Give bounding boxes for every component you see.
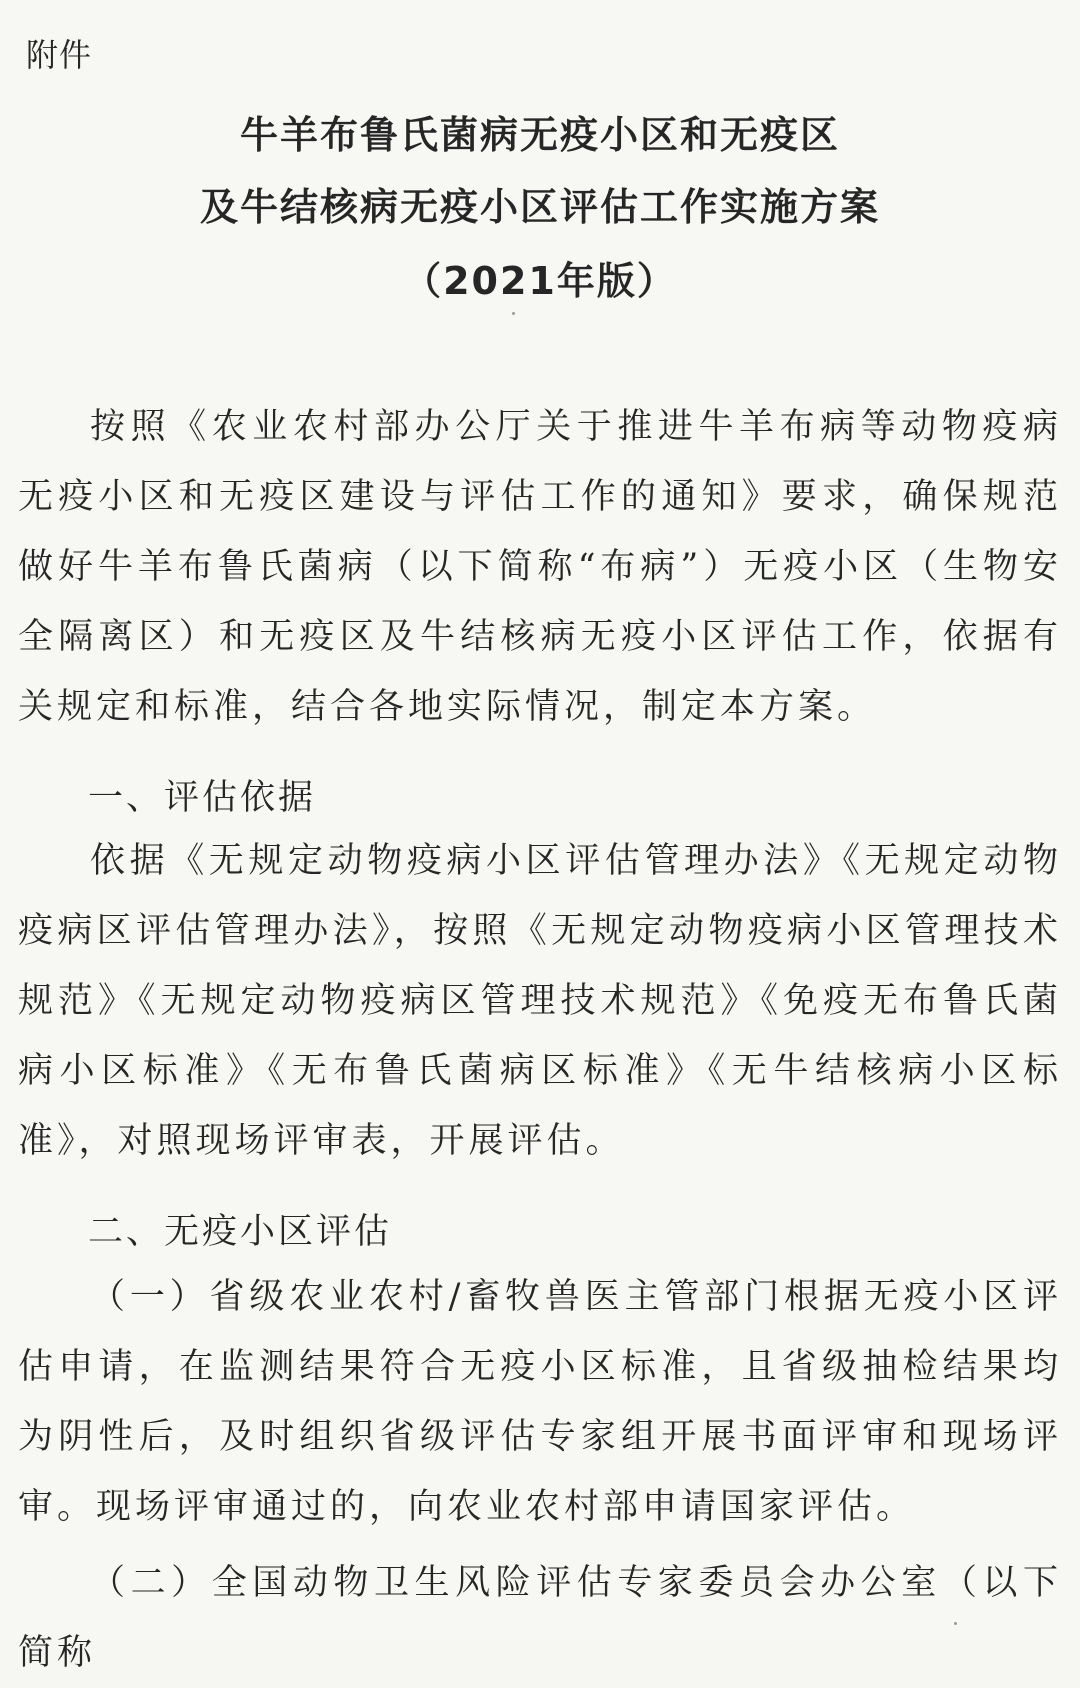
section-2-item-2: （二）全国动物卫生风险评估专家委员会办公室（以下简称 xyxy=(18,1563,1062,1673)
scan-speck xyxy=(954,1622,957,1625)
scan-speck xyxy=(512,312,515,315)
document-title-line-3: （2021年版） xyxy=(403,259,677,303)
section-2-heading: 二、无疫小区评估 xyxy=(88,1212,393,1252)
intro-paragraph: 按照《农业农村部办公厅关于推进牛羊布病等动物疫病无疫小区和无疫区建设与评估工作的通知》要求，确保规范做好牛羊布鲁氏菌病（以下简称“布病”）无疫小区（生物安全隔离区）和无疫区及牛结核病无疫小区评估工作，依据有关规定和标准，结合各地实际情况，制定本方案。 xyxy=(18,407,1062,727)
section-2-item-1: （一）省级农业农村/畜牧兽医主管部门根据无疫小区评估申请，在监测结果符合无疫小区标准，且省级抽检结果均为阴性后，及时组织省级评估专家组开展书面评审和现场评审。现场评审通过的，向农业农村部申请国家评估。 xyxy=(18,1277,1062,1527)
document-title-line-1: 牛羊布鲁氏菌病无疫小区和无疫区 xyxy=(239,113,840,157)
section-1-heading: 一、评估依据 xyxy=(88,778,317,818)
section-1-paragraph: 依据《无规定动物疫病小区评估管理办法》《无规定动物疫病区评估管理办法》，按照《无规定动物疫病小区管理技术规范》《无规定动物疫病区管理技术规范》《免疫无布鲁氏菌病小区标准》《无布鲁氏菌病区标准》《无牛结核病小区标准》，对照现场评审表，开展评估。 xyxy=(18,841,1062,1161)
attachment-label: 附件 xyxy=(26,36,93,74)
document-title-line-2: 及牛结核病无疫小区评估工作实施方案 xyxy=(199,185,880,229)
